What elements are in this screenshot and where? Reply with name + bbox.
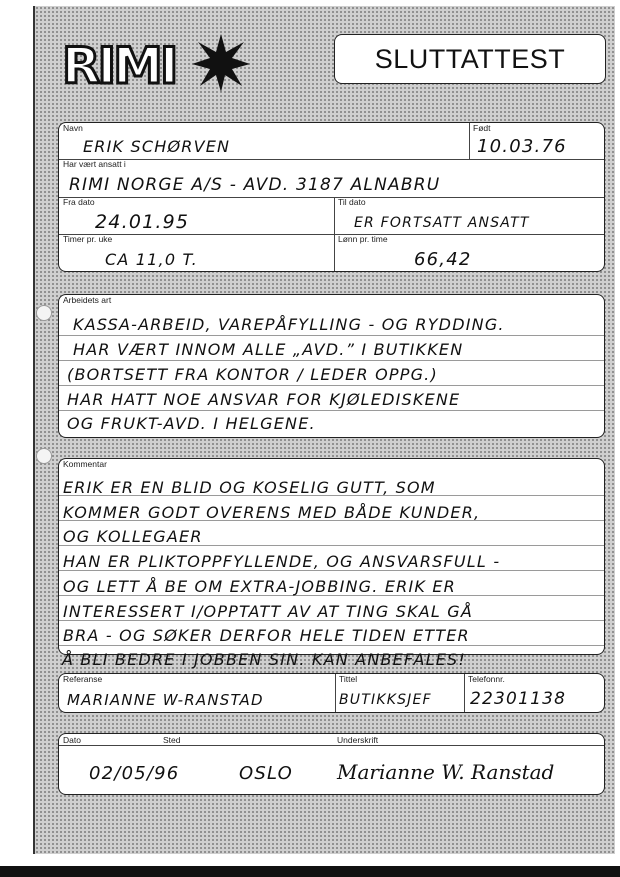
star-icon: [190, 32, 252, 94]
to-date-label: Til dato: [338, 197, 366, 207]
employer-label: Har vært ansatt i: [63, 159, 126, 169]
name-field: [59, 123, 469, 159]
reference-field: [59, 674, 335, 712]
comment-line: BRA - OG SØKER DERFOR HELE TIDEN ETTER: [63, 626, 470, 645]
from-date-field: [59, 197, 334, 234]
employee-info-section: [58, 122, 605, 272]
comment-line: HAN ER PLIKTOPPFYLLENDE, OG ANSVARSFULL -: [63, 552, 501, 571]
phone-label: Telefonnr.: [468, 674, 505, 684]
work-line: KASSA-ARBEID, VAREPÅFYLLING - OG RYDDING.: [73, 315, 505, 334]
work-line: (BORTSETT FRA KONTOR / LEDER OPPG.): [67, 365, 438, 384]
reference-title-value: BUTIKKSJEF: [339, 692, 432, 708]
born-field: [469, 123, 604, 159]
punch-hole: [36, 448, 52, 464]
reference-title-label: Tittel: [339, 674, 358, 684]
to-date-field: [334, 197, 604, 234]
signature-label: Underskrift: [337, 735, 379, 745]
place-label: Sted: [163, 735, 181, 745]
comment-line: OG LETT Å BE OM EXTRA-JOBBING. ERIK ER: [63, 577, 456, 596]
name-label: Navn: [63, 123, 83, 133]
logo-text: RIMI: [62, 37, 176, 95]
work-label: Arbeidets art: [63, 295, 112, 305]
from-date-label: Fra dato: [63, 197, 95, 207]
phone-field: [464, 674, 604, 712]
comment-line: Å BLI BEDRE I JOBBEN SIN. KAN ANBEFALES!: [62, 650, 466, 669]
document-title: SLUTTATTEST: [334, 34, 606, 84]
work-line: HAR VÆRT INNOM ALLE „AVD.” I BUTIKKEN: [73, 340, 464, 359]
born-label: Født: [473, 123, 491, 133]
punch-hole: [36, 305, 52, 321]
reference-section: [58, 673, 605, 713]
date-value: 02/05/96: [89, 763, 180, 784]
signoff-section: [58, 733, 605, 795]
comment-line: ERIK ER EN BLID OG KOSELIG GUTT, SOM: [63, 478, 436, 497]
reference-label: Referanse: [63, 674, 103, 684]
signature: Marianne W. Ranstad: [337, 760, 555, 784]
work-line: OG FRUKT-AVD. I HELGENE.: [67, 414, 316, 433]
phone-value: 22301138: [470, 689, 567, 709]
wage-label: Lønn pr. time: [338, 234, 388, 244]
reference-title-field: [335, 674, 464, 712]
employer-field: [59, 159, 604, 197]
comment-label: Kommentar: [63, 459, 107, 469]
scan-edge: [0, 866, 620, 877]
comment-line: OG KOLLEGAER: [63, 527, 203, 546]
place-value: OSLO: [239, 763, 294, 784]
employer-value: RIMI NORGE A/S - AVD. 3187 ALNABRU: [69, 175, 441, 195]
hours-field: [59, 234, 334, 271]
reference-value: MARIANNE W-RANSTAD: [67, 691, 264, 709]
from-date-value: 24.01.95: [95, 211, 190, 233]
work-description-section: [58, 294, 605, 438]
to-date-value: ER FORTSATT ANSATT: [354, 215, 530, 231]
hours-label: Timer pr. uke: [63, 234, 113, 244]
wage-field: [334, 234, 604, 271]
comment-line: KOMMER GODT OVERENS MED BÅDE KUNDER,: [63, 503, 481, 522]
date-label: Dato: [63, 735, 81, 745]
rimi-logo: [62, 32, 252, 102]
born-value: 10.03.76: [477, 136, 567, 157]
wage-value: 66,42: [414, 249, 472, 270]
hours-value: CA 11,0 T.: [105, 250, 198, 269]
name-value: ERIK SCHØRVEN: [83, 137, 231, 156]
work-line: HAR HATT NOE ANSVAR FOR KJØLEDISKENE: [67, 390, 461, 409]
comment-section: [58, 458, 605, 655]
comment-line: INTERESSERT I/OPPTATT AV AT TING SKAL GÅ: [63, 602, 474, 621]
